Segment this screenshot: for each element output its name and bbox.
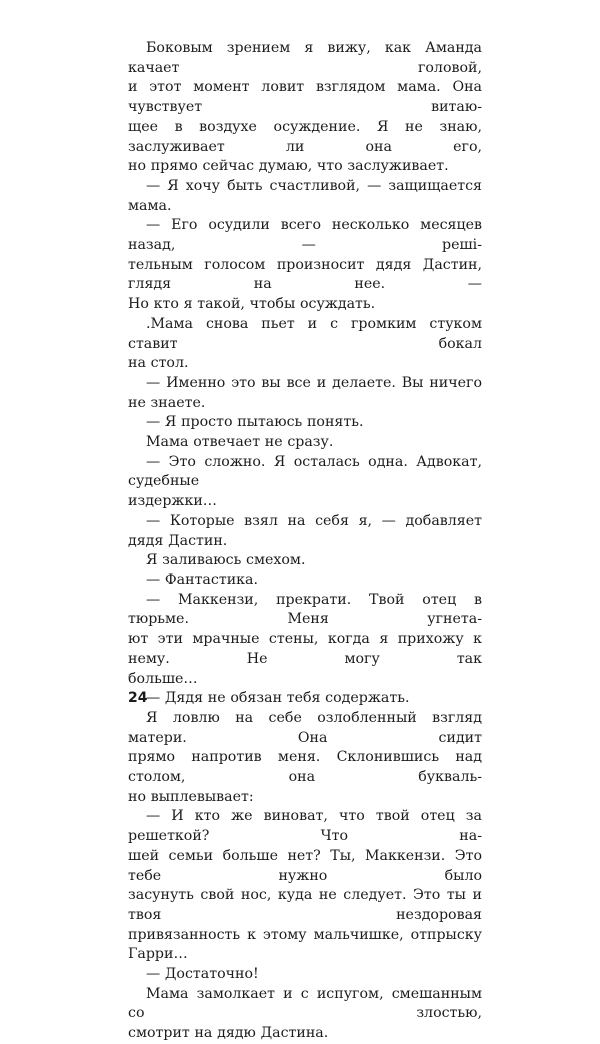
text-line: но выплевывает: [128,788,254,805]
text-line: на стол. [128,355,189,372]
text-line: Боковым зрением я вижу, как Аманда качает головой, [128,40,482,76]
text-line: прямо напротив меня. Склонившись над столом, она букваль- [128,749,482,786]
text-line: издержки… [128,493,217,510]
text-line: Я заливаюсь смехом. [146,552,306,569]
text-line: — Это сложно. Я осталась одна. Адвокат, судебные [128,453,482,490]
text-line: Я ловлю на себе озлобленный взгляд матери. Она сидит [128,709,482,746]
text-line: — Маккензи, прекрати. Твой отец в тюрьме. Меня угнета- [128,591,482,628]
text-line: — Именно это вы все и делаете. Вы ничего не знаете. [128,374,482,411]
text-line: и этот момент ловит взглядом мама. Она чувствует витаю- [128,79,482,116]
text-line: — Я хочу быть счастливой, — защищается мама. [128,177,482,214]
text-line: — Которые взял на себя я, — добавляет дядя Дастин. [128,512,482,549]
text-line: — Дядя не обязан тебя содержать. [146,690,410,707]
paragraph [128,512,482,551]
paragraph [128,591,482,690]
text-line: Мама отвечает не сразу. [146,434,334,451]
paragraph [128,413,482,433]
text-line: больше… [128,670,198,687]
text-line: — Достаточно! [146,966,259,983]
text-line: — Его осудили всего несколько месяцев назад, — решi- [128,217,482,254]
text-line: тельным голосом произносит дядя Дастин, глядя на нее. — [128,256,482,293]
text-line: но прямо сейчас думаю, что заслуживает. [128,158,449,175]
paragraph [128,965,482,985]
paragraph [128,807,482,965]
paragraph [128,985,482,1044]
paragraph [128,177,482,216]
paragraph [128,709,482,808]
paragraph [128,374,482,413]
text-line: .Мама снова пьет и с громким стуком ставит бокал [128,315,482,352]
paragraph [128,216,482,315]
text-line: — Фантастика. [146,571,258,588]
body-text [128,39,482,1044]
text-line: засунуть свой нос, куда не следует. Это ты и твоя нездоровая [128,887,482,923]
text-line: щее в воздухе осуждение. Я не знаю, заслуживает ли она его, [128,118,482,155]
paragraph [128,689,482,709]
paragraph [128,551,482,571]
text-line: привязанность к этому мальчишке, отпрыску Гарри… [128,926,482,963]
text-line: ют эти мрачные стены, когда я прихожу к нему. Не могу так [128,631,482,667]
text-line: — Я просто пытаюсь понять. [146,414,364,431]
page-number: 24 [128,690,148,706]
text-line: смотрит на дядю Дастина. [128,1025,329,1042]
text-line: Но кто я такой, чтобы осуждать. [128,296,376,313]
text-line: шей семьи больше нет? Ты, Маккензи. Это тебе нужно было [128,847,482,884]
paragraph [128,315,482,374]
paragraph [128,433,482,453]
paragraph [128,39,482,177]
paragraph [128,571,482,591]
paragraph [128,453,482,512]
text-line: — И кто же виноват, что твой отец за решеткой? Что на- [128,808,482,845]
text-line: Мама замолкает и с испугом, смешанным со злостью, [128,985,482,1022]
